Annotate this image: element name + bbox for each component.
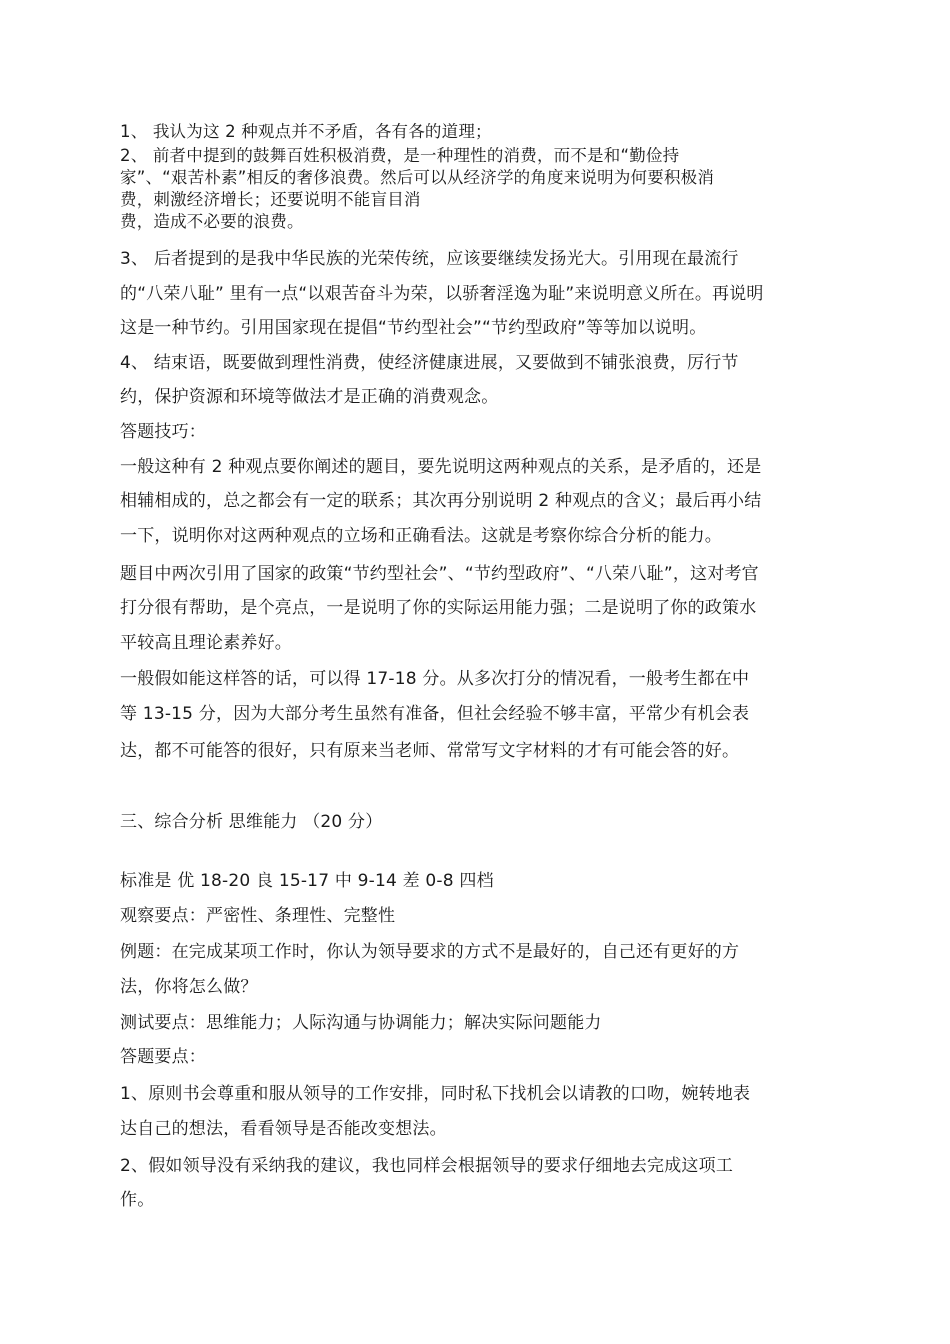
section-3-heading: 三、综合分析 思维能力 （20 分） [120,812,383,832]
answer-1-line-2: 达自己的想法，看看领导是否能改变想法。 [120,1119,447,1139]
example-line-1: 例题：在完成某项工作时，你认为领导要求的方式不是最好的，自己还有更好的方 [120,942,740,962]
score-line-3: 达，都不可能答的很好，只有原来当老师、常常写文字材料的才有可能会答的好。 [120,741,740,761]
tips-line-3: 一下，说明你对这两种观点的立场和正确看法。这就是考察你综合分析的能力。 [120,526,722,546]
tips-line-2: 相辅相成的，总之都会有一定的联系；其次再分别说明 2 种观点的含义；最后再小结 [120,491,762,511]
score-line-1: 一般假如能这样答的话，可以得 17-18 分。从多次打分的情况看，一般考生都在中 [120,669,750,689]
point-4-line-2: 约，保护资源和环境等做法才是正确的消费观念。 [120,387,499,407]
tips-line-1: 一般这种有 2 种观点要你阐述的题目，要先说明这两种观点的关系，是矛盾的，还是 [120,457,762,477]
answer-points-heading: 答题要点： [120,1047,206,1067]
point-2-line-3: 费，刺激经济增长；还要说明不能盲目消 [120,190,421,209]
test-points: 测试要点：思维能力；人际沟通与协调能力；解决实际问题能力 [120,1013,602,1033]
point-3-line-1: 3、 后者提到的是我中华民族的光荣传统，应该要继续发扬光大。引用现在最流行 [120,249,739,269]
example-line-2: 法，你将怎么做？ [120,977,258,997]
answer-2-line-1: 2、假如领导没有采纳我的建议，我也同样会根据领导的要求仔细地去完成这项工 [120,1156,734,1176]
point-3-line-3: 这是一种节约。引用国家现在提倡“节约型社会”“节约型政府”等等加以说明。 [120,318,707,338]
grading-standard: 标准是 优 18-20 良 15-17 中 9-14 差 0-8 四档 [120,871,494,891]
tips-heading: 答题技巧： [120,422,206,442]
answer-2-line-2: 作。 [120,1190,155,1210]
policy-line-3: 平较高且理论素养好。 [120,633,292,653]
point-2-line-1: 2、 前者中提到的鼓舞百姓积极消费，是一种理性的消费，而不是和“勤俭持 [120,146,680,165]
answer-1-line-1: 1、原则书会尊重和服从领导的工作安排，同时私下找机会以请教的口吻，婉转地表 [120,1084,751,1104]
observation-points: 观察要点：严密性、条理性、完整性 [120,906,396,926]
point-3-line-2: 的“八荣八耻” 里有一点“以艰苦奋斗为荣，以骄奢淫逸为耻”来说明意义所在。再说明 [120,284,764,304]
policy-line-1: 题目中两次引用了国家的政策“节约型社会”、“节约型政府”、“八荣八耻”，这对考官 [120,564,759,584]
score-line-2: 等 13-15 分，因为大部分考生虽然有准备，但社会经验不够丰富，平常少有机会表 [120,704,750,724]
point-2-line-4: 费，造成不必要的浪费。 [120,212,304,231]
policy-line-2: 打分很有帮助，是个亮点，一是说明了你的实际运用能力强；二是说明了你的政策水 [120,598,757,618]
point-1-line: 1、 我认为这 2 种观点并不矛盾，各有各的道理； [120,122,492,141]
point-2-line-2: 家”、“艰苦朴素”相反的奢侈浪费。然后可以从经济学的角度来说明为何要积极消 [120,168,715,187]
point-4-line-1: 4、 结束语，既要做到理性消费，使经济健康进展，又要做到不铺张浪费，厉行节 [120,353,739,373]
